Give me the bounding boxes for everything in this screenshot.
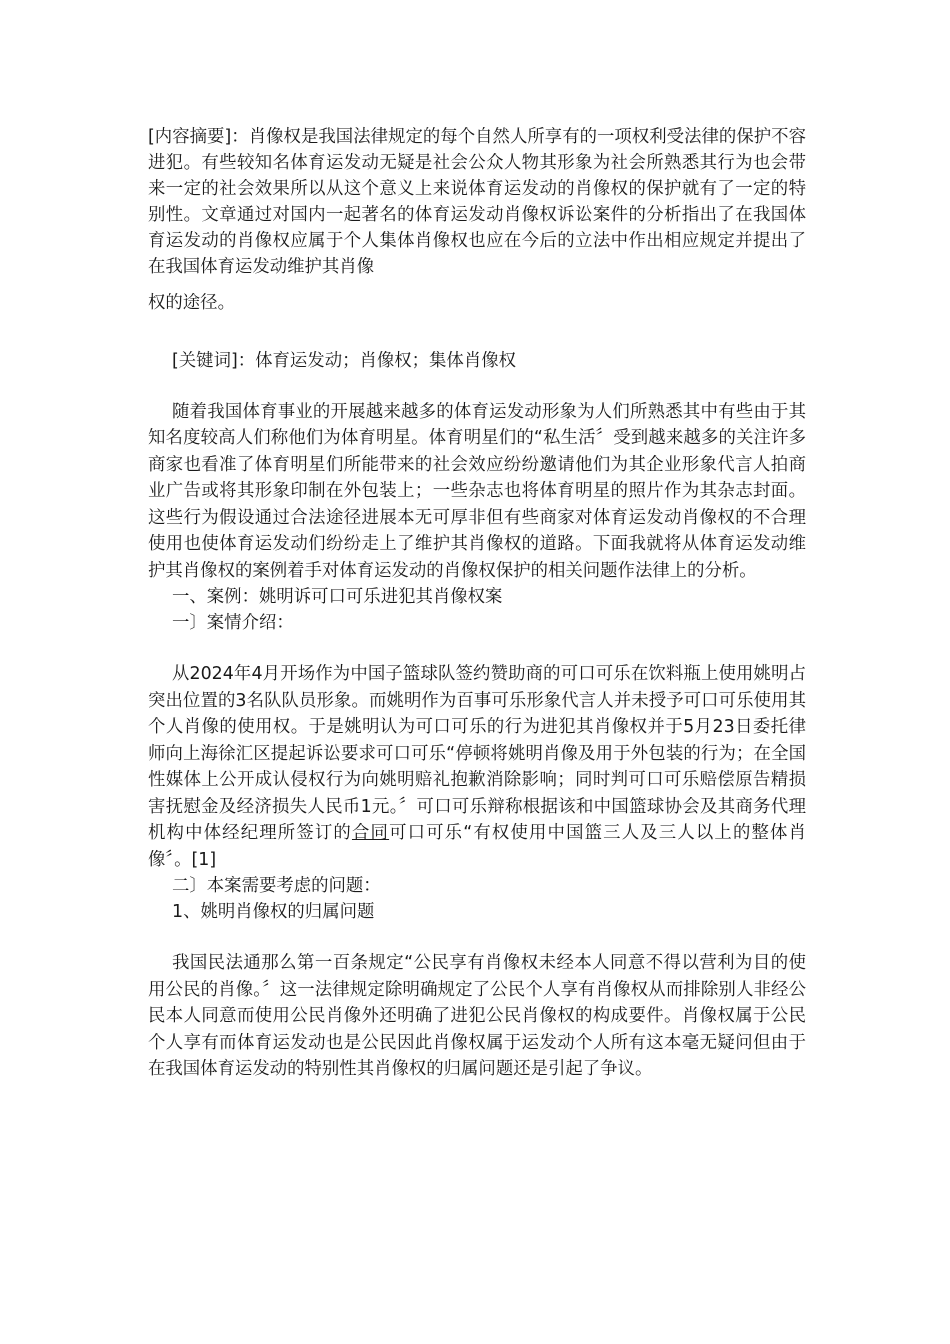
item-heading-ownership: 1、姚明肖像权的归属问题: [172, 902, 375, 922]
keywords-line: [关键词]：体育运发动；肖像权；集体肖像权: [172, 351, 516, 371]
abstract-label: [内容摘要]：: [148, 127, 249, 147]
subheading-case-intro: 一〕案情介绍：: [172, 613, 294, 633]
abstract-body: 肖像权是我国法律规定的每个自然人所享有的一项权利受法律的保护不容进犯。有些较知名体育运发动无疑是社会公众人物其形象为社会所熟悉其行为也会带来一定的社会效果所以从这个意义上来说体育运发动的肖像权的保护就有了一定的特别性。文章通过对国内一起著名的体育运发动肖像权诉讼案件的分析指出了在我国体育运发动的肖像权应属于个人集体肖像权也应在今后的立法中作出相应规定并提出了在我国体育运发动维护其肖像: [148, 127, 806, 277]
case-text-before-link: 从2024年4月开场作为中国子篮球队签约赞助商的可口可乐在饮料瓶上使用姚明占突出位置的3名队队员形象。而姚明作为百事可乐形象代言人并未授予可口可乐使用其个人肖像的使用权。于是姚明认为可口可乐的行为进犯其肖像权并于5月23日委托律师向上海徐汇区提起诉讼要求可口可乐“停顿将姚明肖像及用于外包装的行为；在全国性媒体上公开成认侵权行为向姚明赔礼抱歉消除影响；同时判可口可乐赔偿原告精损害抚慰金及经济损失人民币1元。〞可口可乐辩称根据该和中国篮球协会及其商务代理机构中体经纪理所签订的: [148, 664, 806, 843]
abstract-paragraph: [148, 124, 806, 316]
abstract-tail: 权的途径。: [148, 293, 235, 313]
contract-link[interactable]: 合同: [351, 823, 390, 843]
law-paragraph: 我国民法通那么第一百条规定“公民享有肖像权未经本人同意不得以营利为目的使用公民的肖像。〞这一法律规定除明确规定了公民个人享有肖像权从而排除别人非经公民本人同意而使用公民肖像外还明确了进犯公民肖像权的构成要件。肖像权属于公民个人享有而体育运发动也是公民因此肖像权属于运发动个人所有这本毫无疑问但由于在我国体育运发动的特别性其肖像权的归属问题还是引起了争议。: [148, 953, 806, 1079]
intro-paragraph: 随着我国体育事业的开展越来越多的体育运发动形象为人们所熟悉其中有些由于其知名度较高人们称他们为体育明星。体育明星们的“私生活〞受到越来越多的关注许多商家也看准了体育明星们所能带来的社会效应纷纷邀请他们为其企业形象代言人拍商业广告或将其形象印制在外包装上；一些杂志也将体育明星的照片作为其杂志封面。这些行为假设通过合法途径进展本无可厚非但有些商家对体育运发动肖像权的不合理使用也使体育运发动们纷纷走上了维护其肖像权的道路。下面我就将从体育运发动维护其肖像权的案例着手对体育运发动的肖像权保护的相关问题作法律上的分析。: [148, 401, 806, 581]
section-heading-case: 一、案例：姚明诉可口可乐进犯其肖像权案: [172, 587, 503, 607]
case-paragraph: [148, 661, 806, 873]
document-page: [148, 124, 806, 1083]
case-text-after-link: 可口可乐“有权使用中国篮三人及三人以上的整体肖像〞。[1]: [148, 823, 806, 870]
subheading-issues: 二〕本案需要考虑的问题：: [172, 876, 381, 896]
